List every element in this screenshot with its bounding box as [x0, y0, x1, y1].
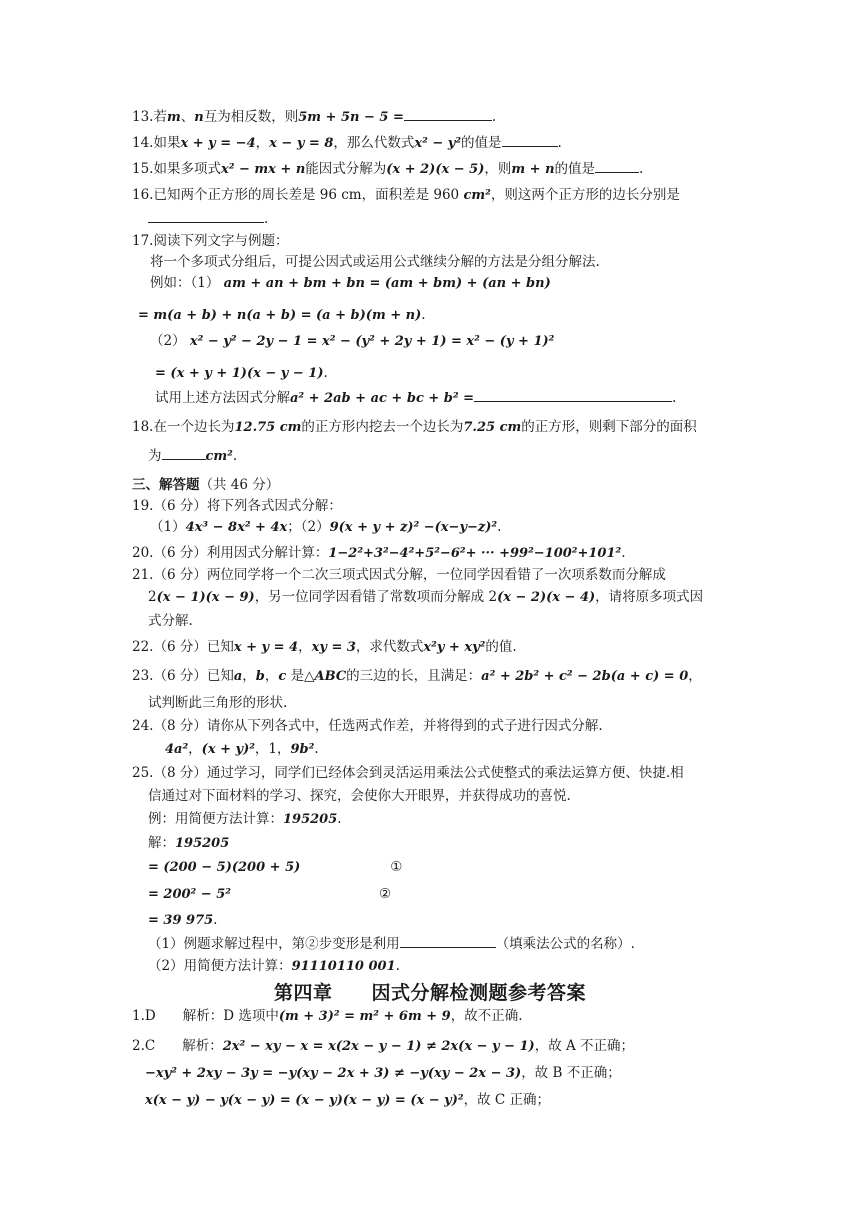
math-expression: 195205	[175, 836, 230, 851]
math-expression: cm²	[205, 449, 233, 464]
math-expression: 12.75 cm	[234, 420, 302, 435]
math-expression: x² − mx + n	[220, 162, 306, 177]
math-expression: = 39 975	[148, 913, 214, 928]
text-line-q18a	[132, 418, 697, 437]
text-line-q19a	[132, 497, 342, 515]
text-run: .	[337, 811, 342, 827]
text-line-q17g	[155, 388, 676, 408]
text-run: .	[621, 545, 626, 561]
math-expression: (x + 2)(x − 5)	[386, 162, 485, 177]
math-expression: x² − y²	[414, 136, 462, 151]
text-line-q25e	[148, 858, 402, 877]
text-run: ，	[264, 668, 279, 684]
math-expression: x − y = 8	[269, 136, 334, 151]
text-run: ，	[188, 741, 202, 757]
text-line-q17e	[150, 332, 554, 351]
text-run: 25.（8 分）通过学习，同学们已经体会到灵活运用乘法公式使整式的乘法运算方便、快捷.相	[132, 765, 684, 781]
text-run: 的三边的长，且满足：	[346, 668, 482, 684]
text-run: ②	[378, 886, 392, 902]
math-expression: x + y = −4	[180, 136, 256, 151]
text-run: .	[395, 958, 400, 974]
text-line-q25c	[148, 810, 342, 829]
answer-blank	[162, 446, 206, 460]
text-line-q17f	[155, 364, 328, 383]
text-run: 20.（6 分）利用因式分解计算：	[132, 545, 329, 561]
math-expression: 5m + 5n − 5 =	[298, 110, 404, 125]
text-line-q21a	[132, 566, 666, 584]
text-run: 1.D 解析：D 选项中	[132, 1008, 279, 1024]
text-line-q25h	[148, 934, 635, 953]
math-expression: c	[278, 669, 287, 684]
text-run: 21.（6 分）两位同学将一个二次三项式因式分解，一位同学因看错了一次项系数而分解成	[132, 567, 666, 583]
math-expression: b	[255, 669, 265, 684]
text-run: ，	[255, 135, 270, 151]
text-run: 解：	[148, 835, 175, 851]
text-run: .	[421, 307, 426, 323]
text-line-a2c	[145, 1091, 550, 1110]
text-run: 13.若	[132, 109, 167, 125]
text-line-a2b	[145, 1064, 621, 1083]
math-expression: ABC	[314, 669, 347, 684]
text-run: （1）例题求解过程中，第②步变形是利用	[148, 936, 400, 952]
math-expression: a² + 2b² + c² − 2b(a + c) = 0	[481, 669, 689, 684]
text-run: 23.（6 分）已知	[132, 668, 234, 684]
math-expression: m	[166, 110, 181, 125]
text-line-q25f	[148, 885, 391, 904]
text-run: ，则	[484, 161, 512, 177]
text-run: .	[491, 109, 497, 125]
text-run: （共 46 分）	[199, 477, 280, 493]
text-line-q21c	[148, 612, 193, 630]
text-run: ，	[688, 668, 702, 684]
math-expression: 1−2²+3²−4²+5²−6²+ ··· +99²−100²+101²	[328, 546, 622, 561]
text-line-q25d	[148, 834, 229, 853]
text-run: （2）用简便方法计算：	[148, 958, 292, 974]
text-run: .	[232, 448, 238, 464]
text-run: 14.如果	[132, 135, 181, 151]
math-expression: cm²	[463, 188, 491, 203]
text-run: 的正方形，则剩下部分的面积	[521, 419, 697, 435]
text-run: ①	[390, 859, 403, 875]
math-expression: 2x² − xy − x = x(2x − y − 1) ≠ 2x(x − y − 1)	[222, 1039, 535, 1054]
text-run: （1）	[150, 519, 186, 535]
text-run: ，故 A 不正确；	[534, 1038, 635, 1054]
math-expression: (x − 1)(x − 9)	[156, 590, 255, 605]
text-run: 例如：（1）	[150, 275, 224, 291]
text-run: ，请将原多项式因	[595, 589, 704, 605]
text-run: 信通过对下面材料的学习、探究，会使你大开眼界，并获得成功的喜悦.	[148, 788, 571, 804]
text-line-q20	[132, 544, 626, 563]
text-run: 式分解.	[148, 613, 193, 629]
text-run: 2.C 解析：	[132, 1038, 223, 1054]
text-line-q14	[132, 133, 562, 153]
math-expression: = (200 − 5)(200 + 5)	[148, 860, 301, 875]
text-run: .	[314, 741, 319, 757]
text-run: ，故不正确.	[450, 1008, 523, 1024]
text-line-q17a	[132, 232, 288, 250]
math-expression: = (x + y + 1)(x − y − 1)	[155, 366, 324, 381]
text-run: .	[323, 365, 328, 381]
text-run: 的值.	[485, 639, 517, 655]
text-line-q24a	[132, 717, 603, 735]
text-run: ，1，	[254, 741, 291, 757]
text-run: 22.（6 分）已知	[132, 639, 234, 655]
text-line-q22	[132, 638, 517, 657]
math-expression: am + an + bm + bn = (am + bm) + (an + bn)	[223, 276, 551, 291]
math-expression: x²y + xy²	[423, 640, 486, 655]
text-run: 15.如果多项式	[132, 161, 221, 177]
text-line-q19b	[150, 518, 501, 537]
text-run: 2	[148, 589, 157, 605]
text-line-q18b	[148, 446, 237, 466]
math-expression: −xy² + 2xy − 3y = −y(xy − 2x + 3) ≠ −y(xy − 2x − 3)	[145, 1066, 522, 1081]
text-line-q25i	[148, 957, 400, 976]
answer-blank	[148, 209, 264, 223]
text-run: .	[557, 135, 562, 151]
text-line-q21b	[148, 588, 703, 607]
text-run: （填乘法公式的名称）.	[495, 936, 635, 952]
math-expression: (x − 2)(x − 4)	[497, 590, 596, 605]
text-run: .	[639, 161, 644, 177]
text-run: ，求代数式	[355, 639, 424, 655]
text-run: 试用上述方法因式分解	[155, 390, 290, 406]
text-run: ，故 C 正确；	[463, 1092, 551, 1108]
text-run: 将一个多项式分组后，可提公因式或运用公式继续分解的方法是分组分解法.	[150, 254, 600, 270]
math-expression: (x + y)²	[201, 742, 255, 757]
math-expression: a	[233, 669, 243, 684]
text-run: ，	[298, 639, 312, 655]
math-expression: m + n	[511, 162, 555, 177]
text-run: ，另一位同学因看错了常数项而分解成 2	[254, 589, 498, 605]
text-run: .	[264, 211, 269, 227]
text-run: 24.（8 分）请你从下列各式中，任选两式作差，并将得到的式子进行因式分解.	[132, 718, 603, 734]
math-expression: (m + 3)² = m² + 6m + 9	[278, 1009, 451, 1024]
math-expression: x² − y² − 2y − 1 = x² − (y² + 2y + 1) = x² − (y + 1)²	[189, 334, 555, 349]
text-run: 18.在一个边长为	[132, 419, 235, 435]
math-expression: x + y = 4	[233, 640, 299, 655]
answer-blank	[595, 159, 639, 173]
math-expression: = 200² − 5²	[148, 887, 231, 902]
text-run: 19.（6 分）将下列各式因式分解：	[132, 498, 342, 514]
math-expression: 195205	[283, 812, 338, 827]
text-line-q23b	[148, 694, 287, 712]
section-heading: 三、解答题	[132, 477, 200, 493]
math-expression: xy = 3	[311, 640, 356, 655]
text-run: 是△	[286, 668, 315, 684]
text-run: 互为相反数，则	[203, 109, 299, 125]
text-run: ，则这两个正方形的边长分别是	[490, 187, 680, 203]
text-run: ，故 B 不正确；	[521, 1065, 621, 1081]
math-expression: 4x³ − 8x² + 4x	[185, 520, 288, 535]
text-run: .	[672, 390, 677, 406]
math-expression: 91110110 001	[291, 959, 396, 974]
math-expression: 9b²	[290, 742, 315, 757]
answer-section-title: 第四章 因式分解检测题参考答案	[273, 982, 586, 1004]
text-line-q16b	[148, 209, 268, 228]
text-run: 试判断此三角形的形状.	[148, 695, 288, 711]
text-run: 能因式分解为	[305, 161, 387, 177]
text-line-q15	[132, 159, 643, 179]
text-line-q23a	[132, 667, 702, 686]
text-line-q17c	[150, 274, 551, 293]
text-line-a2a	[132, 1037, 634, 1056]
text-run: .	[213, 912, 218, 928]
math-expression: 4a²	[165, 742, 189, 757]
text-run: ，	[242, 668, 256, 684]
text-line-a1	[132, 1007, 523, 1026]
math-expression: 7.25 cm	[463, 420, 522, 435]
text-run: ，那么代数式	[333, 135, 415, 151]
text-run: 17.阅读下列文字与例题：	[132, 233, 289, 249]
text-run: 16.已知两个正方形的周长差是 96 cm，面积差是 960	[132, 187, 464, 203]
text-run: 的值是	[554, 161, 596, 177]
text-run: 为	[148, 448, 162, 464]
text-line-q16a	[132, 186, 680, 205]
answer-blank	[474, 388, 672, 402]
text-run: 的值是	[461, 135, 502, 151]
text-line-q17b	[150, 253, 600, 271]
text-run: 的正方形内挖去一个边长为	[301, 419, 464, 435]
text-line-q13	[132, 107, 496, 127]
text-line-q25b	[148, 787, 571, 805]
text-run: 例：用简便方法计算：	[148, 811, 283, 827]
answer-blank	[404, 107, 492, 121]
answer-blank	[400, 934, 496, 948]
text-line-sec3	[132, 476, 279, 494]
text-line-q24b	[165, 740, 319, 759]
text-run: 、	[180, 109, 195, 125]
text-line-q17d	[138, 306, 426, 325]
text-line-q25a	[132, 764, 684, 782]
text-run: （2）	[150, 333, 190, 349]
math-expression: x(x − y) − y(x − y) = (x − y)(x − y) = (x − y)²	[145, 1093, 464, 1108]
text-line-q25g	[148, 911, 217, 930]
answer-blank	[502, 133, 558, 147]
text-run: .	[497, 519, 502, 535]
math-expression: = m(a + b) + n(a + b) = (a + b)(m + n)	[138, 308, 422, 323]
math-expression: 9(x + y + z)² −(x−y−z)²	[329, 520, 498, 535]
text-run: ；（2）	[287, 519, 330, 535]
math-expression: n	[194, 110, 204, 125]
math-expression: a² + 2ab + ac + bc + b² =	[290, 391, 474, 406]
